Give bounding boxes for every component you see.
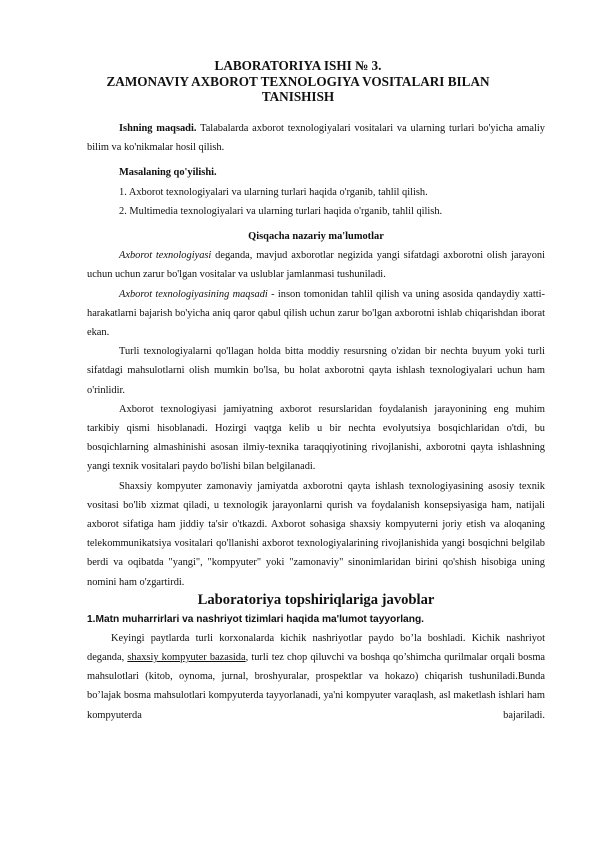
- goal-paragraph: [87, 119, 545, 157]
- answers-paragraph: [87, 629, 545, 725]
- theory-paragraph-2: [87, 285, 545, 343]
- theory-paragraph-1: [87, 246, 545, 284]
- document-body: [87, 119, 545, 725]
- title-line-2: ZAMONAVIY AXBOROT TEXNOLOGIYA VOSITALARI BILAN: [106, 73, 490, 89]
- term-axborot-maqsadi: Axborot texnologiyasining maqsadi: [119, 288, 268, 300]
- theory-paragraph-3: Turli texnologiyalarni qo'llagan holda bitta moddiy resursning o'zidan bir nechta buyum yoki turli sifatdagi mahsulotlarni olish mumkin bo'lsa, bu holat axborotni qayta ishlash texnologiyalari uchun ham o'rinlidir.: [87, 346, 545, 396]
- task-item-1: 1. Axborot texnologiyalari va ularning turlari haqida o'rganib, tahlil qilish.: [119, 186, 428, 198]
- theory-paragraph-5: Shaxsiy kompyuter zamonaviy jamiyatda axborotni qayta ishlash texnologiyasining asosiy texnik vositasi bo'lib xizmat qiladi, u texnologik jarayonlarni qurish va foydalanish konsepsiyasiga ham, natijali axborot sifatiga ham jiddiy ta'sir o'tkazdi. Axborot sohasiga shaxsiy kompyuterni joriy etish va aloqaning telekommunikatsiya vositalari qo'llanishi axborot texnologiyalarining rivojlanishida yangi bosqichni belgilab berdi va oqibatda "yangi", "kompyuter" yoki "zamonaviy" sinonimlaridan birini qo'shish hisobiga uning nomini ham o'zgartirdi.: [87, 480, 545, 588]
- task-heading: Masalaning qo'yilishi.: [119, 167, 217, 179]
- theory-p2-text: - inson tomonidan tahlil qilish va uning asosida qandaydiy xatti-harakatlarni bajarish bo'yicha aniq qaror qabul qilish uchun zarur bo'lgan axborotni ishlab chiqarishdan iborat ekan.: [87, 288, 545, 339]
- title-line-1: LABORATORIYA ISHI № 3.: [214, 58, 382, 73]
- answers-heading: Laboratoriya topshiriqlariga javoblar: [197, 591, 435, 608]
- task-item-2: 2. Multimedia texnologiyalari va ularning turlari haqida o'rganib, tahlil qilish.: [119, 205, 443, 217]
- section-1-heading: 1.Matn muharrirlari va nashriyot tizimlari haqida ma'lumot tayyorlang.: [87, 613, 424, 625]
- answers-text-b: , turli tez chop qiluvchi va boshqa qo’shimcha qurilmalar orqali bosma mahsulotlari (kitob, oynoma, jurnal, broshyuralar, prospektlar va hokazo) chiqarish tushuniladi.Bunda bo’lajak bosma mahsulotlari kompyuterda tayyorlanadi, ya'ni kompyuter varaqlash, asl maketlash ishlari ham kompyuterda bajariladi.: [87, 652, 546, 721]
- theory-p1-text: deganda, mavjud axborotlar negizida yangi sifatdagi axborotni olish jarayoni uchun uchun zarur bo'lgan vositalar va uslublar jamlanmasi tushuniladi.: [87, 250, 546, 281]
- theory-paragraph-4: Axborot texnologiyasi jamiyatning axborot resurslaridan foydalanish jarayonining eng muhim tarkibiy qismi hisoblanadi. Hozirgi vaqtga kelib u bir nechta evolyutsiya bosqichlaridan o'tdi, bu bosqichlarning almashinishi asosan ilmiy-texnika taraqqiyotining rivojlanishi, axborotni qayta ishlashning yangi texnik vositalari paydo bo'lishi bilan belgilanadi.: [87, 403, 545, 473]
- term-axborot-texnologiyasi: Axborot texnologiyasi: [119, 250, 212, 262]
- underlined-phrase: shaxsiy kompyuter bazasida: [127, 652, 246, 664]
- theory-heading: Qisqacha nazariy ma'lumotlar: [248, 231, 384, 243]
- answers-text-a: Keyingi paytlarda turli korxonalarda kichik nashriyotlar paydo bo’la boshladi. Kichik nashriyot deganda,: [87, 632, 545, 664]
- goal-label: Ishning maqsadi.: [119, 123, 197, 134]
- title-line-3: TANISHISH: [261, 89, 335, 104]
- document-title: [60, 58, 536, 105]
- goal-text: Talabalarda axborot texnologiyalari vositalari va ularning turlari bo'yicha amaliy bilim va ko'nikmalar hosil qilish.: [87, 123, 545, 154]
